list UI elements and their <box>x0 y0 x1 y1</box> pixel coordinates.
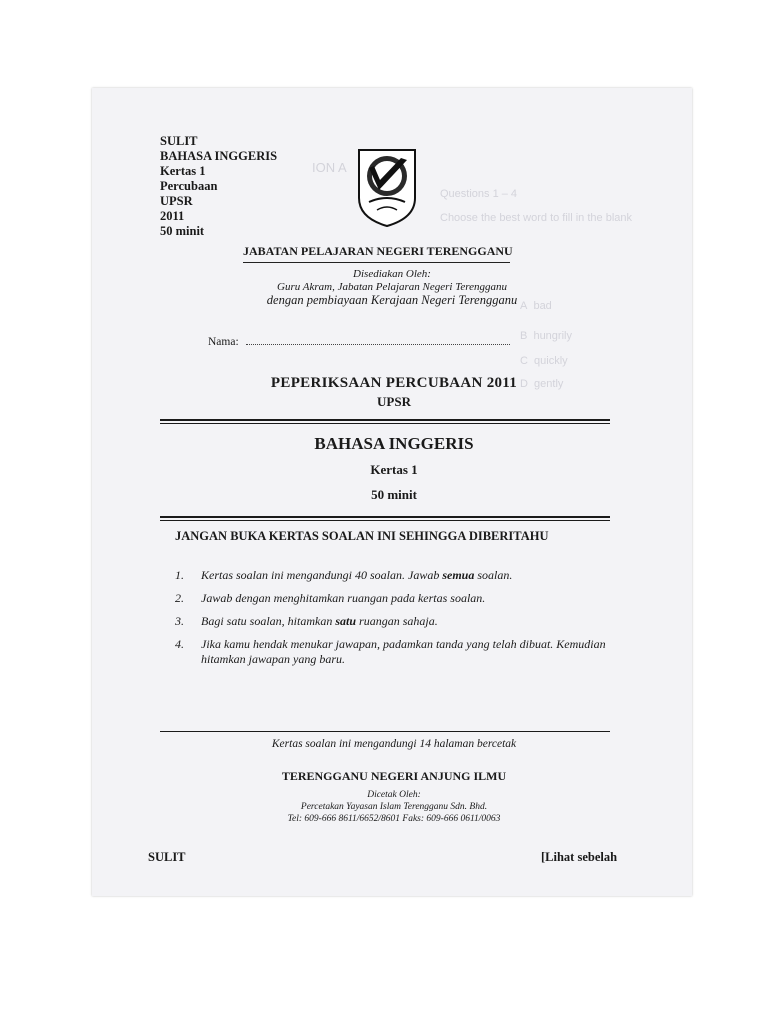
instruction-item: 4. Jika kamu hendak menukar jawapan, padamkan tanda yang telah dibuat. Kemudian hitamkan jawapan yang baru. <box>175 637 606 666</box>
show-through-text: ION A <box>312 160 347 175</box>
paper-label: Kertas 1 <box>160 164 206 178</box>
printer-block <box>0 789 768 825</box>
duration-title: 50 minit <box>371 487 417 502</box>
exam-type-label: Percubaan <box>160 179 218 193</box>
name-blank-line <box>246 335 510 345</box>
section-rule-bottom <box>160 520 610 521</box>
instructions-list <box>175 568 615 675</box>
prepared-by-label: Disediakan Oleh: <box>353 268 431 280</box>
show-through-text: A bad <box>520 300 552 312</box>
exam-title: PEPERIKSAAN PERCUBAAN 2011 <box>270 375 518 391</box>
show-through-text: B hungrily <box>520 330 572 342</box>
footer-turn-page: [Lihat sebelah <box>541 850 618 864</box>
classification-label: SULIT <box>160 134 198 148</box>
paper-number-title: Kertas 1 <box>370 462 418 477</box>
subject-title: BAHASA INGGERIS <box>314 434 474 453</box>
prepared-by-funding: dengan pembiayaan Kerajaan Negeri Terengganu <box>266 293 518 307</box>
footer-rule <box>160 731 610 732</box>
duration-label: 50 minit <box>160 224 205 238</box>
prepared-by-author: Guru Akram, Jabatan Pelajaran Negeri Terengganu <box>277 281 507 293</box>
department-underline <box>243 262 510 263</box>
double-rule-bottom <box>160 423 610 424</box>
instruction-item: 2. Jawab dengan menghitamkan ruangan pada kertas soalan. <box>175 591 486 605</box>
exam-level-title: UPSR <box>377 394 411 409</box>
show-through-text: Questions 1 – 4 <box>440 188 518 200</box>
section-rule-top <box>160 516 610 518</box>
prepared-by-block <box>0 268 768 307</box>
show-through-text: C quickly <box>520 355 568 367</box>
exam-header-block <box>160 134 277 239</box>
footer-classification: SULIT <box>148 850 186 864</box>
instruction-item: 3. Bagi satu soalan, hitamkan satu ruangan sahaja. <box>175 614 438 628</box>
department-name: JABATAN PELAJARAN NEGERI TERENGGANU <box>243 244 513 258</box>
year-label: 2011 <box>160 209 185 223</box>
name-label: Nama: <box>208 336 239 348</box>
page-count-note: Kertas soalan ini mengandungi 14 halaman bercetak <box>271 738 517 750</box>
printer-label: Dicetak Oleh: <box>367 790 421 800</box>
state-motto: TERENGGANU NEGERI ANJUNG ILMU <box>281 769 507 783</box>
printer-contact: Tel: 609-666 8611/6652/8601 Faks: 609-666 0611/0063 <box>287 814 501 824</box>
level-label: UPSR <box>160 194 193 208</box>
instruction-item: 1. Kertas soalan ini mengandungi 40 soalan. Jawab semua soalan. <box>175 568 513 582</box>
name-field-row <box>208 335 510 348</box>
show-through-text: Choose the best word to fill in the blank <box>440 212 633 224</box>
double-rule-top <box>160 419 610 421</box>
department-crest-logo <box>355 146 419 228</box>
subject-label: BAHASA INGGERIS <box>160 149 278 163</box>
printer-name: Percetakan Yayasan Islam Terengganu Sdn. Bhd. <box>300 802 488 812</box>
show-through-text: D gently <box>520 378 564 390</box>
do-not-open-warning: JANGAN BUKA KERTAS SOALAN INI SEHINGGA DIBERITAHU <box>175 529 549 543</box>
